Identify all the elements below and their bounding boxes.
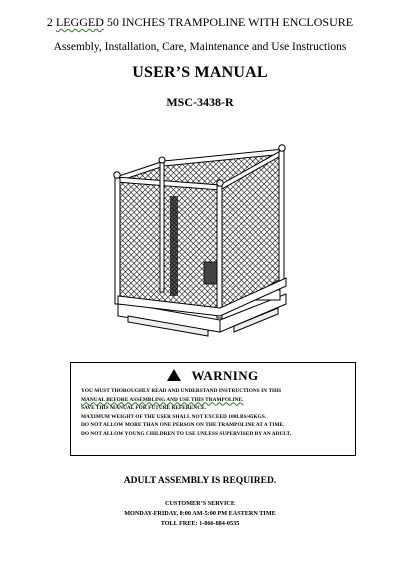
model-number: MSC-3438-R bbox=[166, 95, 234, 109]
product-name-part: 2 bbox=[46, 15, 56, 29]
warning-box bbox=[70, 362, 356, 456]
warning-line-underlined: MANUAL BEFORE ASSEMBLING AND USE THIS TRAMPOLINE. bbox=[81, 396, 244, 403]
customer-service-block bbox=[0, 499, 400, 529]
product-name bbox=[0, 15, 400, 30]
warning-line bbox=[81, 396, 351, 405]
warning-heading-text: WARNING bbox=[191, 368, 259, 383]
product-name-legged: LEGGED bbox=[55, 15, 104, 29]
product-name-rest: 50 INCHES TRAMPOLINE WITH ENCLOSURE bbox=[103, 15, 354, 29]
customer-service-hours: MONDAY-FRIDAY, 8:00 AM-5:00 PM EASTERN TIME bbox=[124, 510, 276, 517]
warning-line: DO NOT ALLOW YOUNG CHILDREN TO USE UNLESS SUPERVISED BY AN ADULT. bbox=[81, 430, 292, 437]
customer-service-phone: TOLL FREE: 1-866-884-0535 bbox=[160, 520, 240, 527]
manual-title: USER’S MANUAL bbox=[132, 64, 268, 81]
warning-text bbox=[81, 387, 351, 439]
warning-line: YOU MUST THOROUGHLY READ AND UNDERSTAND INSTRUCTIONS IN THIS bbox=[81, 388, 282, 394]
warning-line: SAVE THIS MANUAL FOR FUTURE REFERENCE. bbox=[81, 405, 207, 412]
customer-service-heading: CUSTOMER’S SERVICE bbox=[165, 500, 235, 507]
warning-line: DO NOT ALLOW MORE THAN ONE PERSON ON THE TRAMPOLINE AT A TIME. bbox=[81, 422, 285, 429]
trampoline-with-enclosure-drawing bbox=[100, 144, 300, 340]
warning-heading bbox=[71, 368, 355, 384]
manual-subtitle: Assembly, Installation, Care, Maintenance and Use Instructions bbox=[53, 41, 347, 53]
adult-assembly-note: ADULT ASSEMBLY IS REQUIRED. bbox=[123, 476, 277, 486]
warning-line: MAXIMUM WEIGHT OF THE USER SHALL NOT EXCEED 100LBS/45KGS. bbox=[81, 413, 267, 420]
warning-triangle-icon bbox=[167, 369, 181, 381]
